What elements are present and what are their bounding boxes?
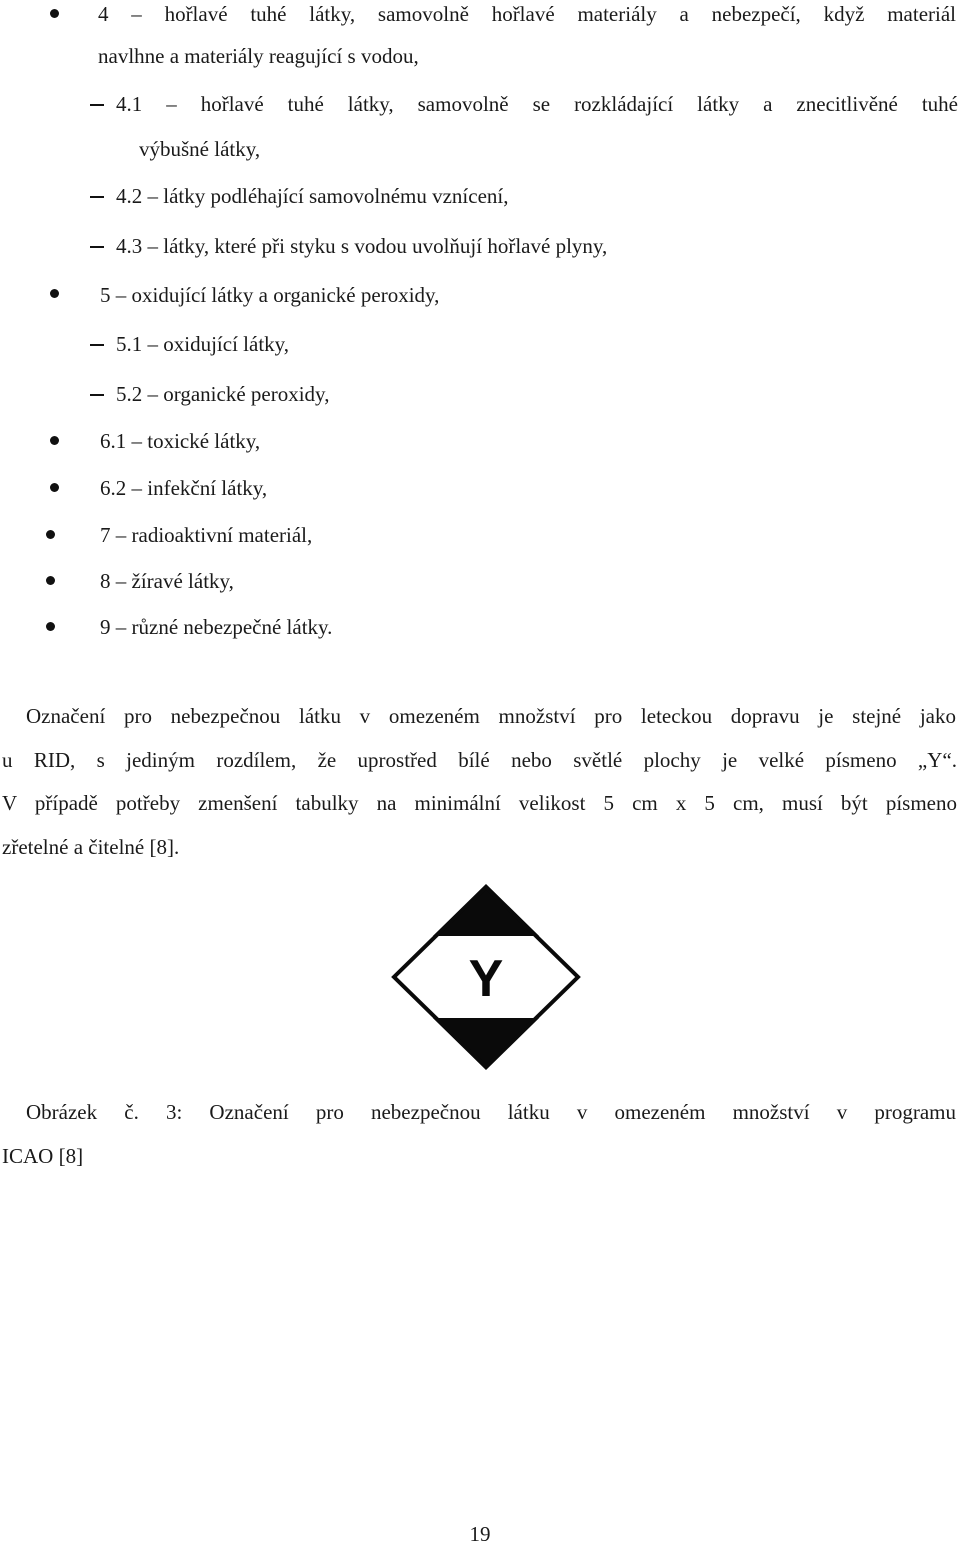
list-item-9: 9 – různé nebezpečné látky. xyxy=(100,615,333,639)
figure-caption-line-2: ICAO [8] xyxy=(2,1144,84,1168)
dash-icon xyxy=(90,104,104,106)
bullet-icon xyxy=(46,576,55,585)
bullet-icon xyxy=(46,530,55,539)
list-item-6-2: 6.2 – infekční látky, xyxy=(100,476,268,500)
paragraph-line-2: u RID, s jediným rozdílem, že uprostřed bílé nebo světlé plochy je velké písmeno „Y“. xyxy=(2,748,957,772)
bullet-icon xyxy=(50,289,59,298)
bullet-icon xyxy=(50,9,59,18)
list-item-4-3: 4.3 – látky, které při styku s vodou uvolňují hořlavé plyny, xyxy=(116,234,608,258)
list-item-4-continuation: navlhne a materiály reagující s vodou, xyxy=(98,44,419,68)
paragraph-line-4: zřetelné a čitelné [8]. xyxy=(2,835,180,859)
list-item-5-1: 5.1 – oxidující látky, xyxy=(116,332,290,356)
page-number: 19 xyxy=(469,1522,491,1546)
dash-icon xyxy=(90,246,104,248)
list-item-4-1: 4.1 – hořlavé tuhé látky, samovolně se rozkládající látky a znecitlivěné tuhé xyxy=(116,92,958,116)
list-item-4-1-continuation: výbušné látky, xyxy=(139,137,261,161)
list-item-7: 7 – radioaktivní materiál, xyxy=(100,523,313,547)
bullet-icon xyxy=(50,483,59,492)
dash-icon xyxy=(90,196,104,198)
dash-icon xyxy=(90,344,104,346)
figure-caption-line-1: Obrázek č. 3: Označení pro nebezpečnou látku v omezeném množství v programu xyxy=(26,1100,956,1124)
limited-quantity-placard xyxy=(388,882,584,1072)
list-item-5: 5 – oxidující látky a organické peroxidy, xyxy=(100,283,440,307)
list-item-4: 4 – hořlavé tuhé látky, samovolně hořlavé materiály a nebezpečí, když materiál xyxy=(98,2,956,26)
list-item-5-2: 5.2 – organické peroxidy, xyxy=(116,382,330,406)
dash-icon xyxy=(90,394,104,396)
paragraph-line-1: Označení pro nebezpečnou látku v omezeném množství pro leteckou dopravu je stejné jako xyxy=(26,704,956,728)
list-item-8: 8 – žíravé látky, xyxy=(100,569,234,593)
bullet-icon xyxy=(50,436,59,445)
bullet-icon xyxy=(46,622,55,631)
placard-bottom-band xyxy=(388,1018,584,1072)
paragraph-line-3: V případě potřeby zmenšení tabulky na minimální velikost 5 cm x 5 cm, musí být písmeno xyxy=(2,791,957,815)
placard-letter: Y xyxy=(468,950,504,1008)
list-item-4-2: 4.2 – látky podléhající samovolnému vznícení, xyxy=(116,184,509,208)
placard-top-band xyxy=(388,882,584,936)
list-item-6-1: 6.1 – toxické látky, xyxy=(100,429,261,453)
